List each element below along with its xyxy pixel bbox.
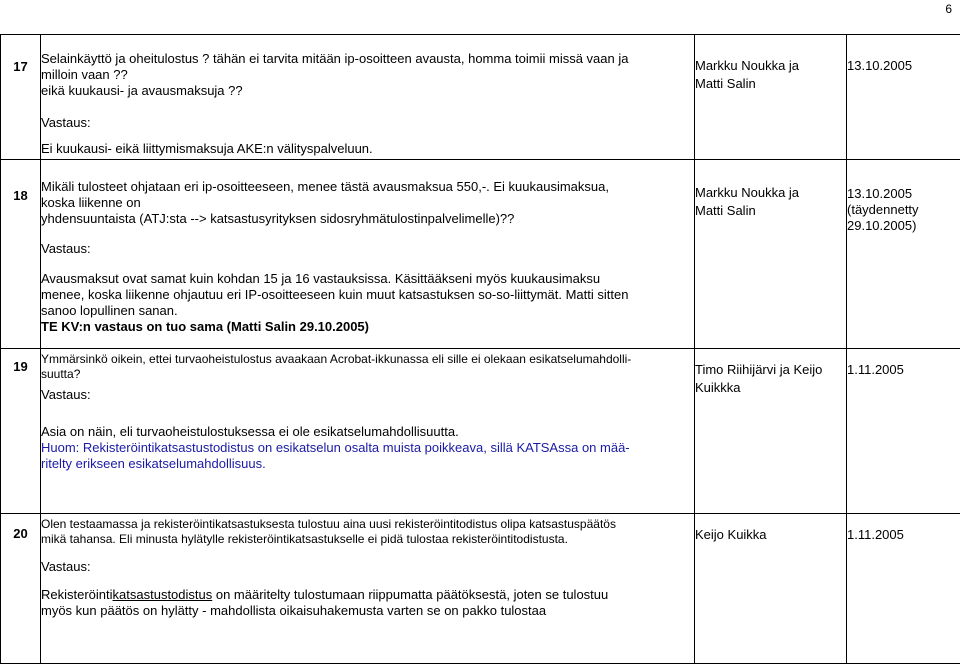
- question-line: eikä kuukausi- ja avausmaksuja ??: [41, 83, 694, 99]
- question-line: milloin vaan ??: [41, 67, 694, 83]
- table-row: [1, 35, 960, 160]
- answer-line: Asia on näin, eli turvaoheistulostuksessa ei ole esikatselumahdollisuutta.: [41, 424, 694, 440]
- answer-text: [41, 587, 694, 619]
- answer-label: Vastaus:: [41, 115, 694, 131]
- answer-line: Ei kuukausi- eikä liittymismaksuja AKE:n välityspalveluun.: [41, 141, 694, 157]
- row-number: 19: [1, 349, 41, 514]
- answer-line: Rekisteröintikatsastustodistus on määritelty tulostumaan riippumatta päätöksestä, joten se tulostuu: [41, 587, 694, 603]
- page-number: 6: [945, 2, 952, 16]
- answer-label: Vastaus:: [41, 559, 694, 574]
- row-description: [41, 160, 695, 349]
- row-description: [41, 514, 695, 664]
- answer-line: myös kun päätös on hylätty - mahdollista oikaisuhakemusta varten se on pakko tulostaa: [41, 603, 694, 619]
- question-line: mikä tahansa. Eli minusta hylätylle rekisteröintikatsastukselle ei pidä tulostaa rekisteröintitodistusta.: [41, 532, 694, 547]
- table-row: [1, 349, 960, 514]
- row-date: 1.11.2005: [847, 514, 960, 664]
- row-date: 1.11.2005: [847, 349, 960, 514]
- answer-label: Vastaus:: [41, 241, 694, 257]
- answer-line: Avausmaksut ovat samat kuin kohdan 15 ja 16 vastauksissa. Käsittääkseni myös kuukausimaksu: [41, 271, 694, 287]
- question-line: Selainkäyttö ja oheitulostus ? tähän ei tarvita mitään ip-osoitteen avausta, homma toimii missä vaan ja: [41, 51, 694, 67]
- row-author: Markku Noukka ja Matti Salin: [695, 35, 847, 160]
- row-number: 18: [1, 160, 41, 349]
- answer-note: Huom: Rekisteröintikatsastustodistus on esikatselun osalta muista poikkeava, sillä KATSAssa on mää-: [41, 440, 694, 456]
- row-description: [41, 349, 695, 514]
- answer-line: sanoo lopullinen sanan.: [41, 303, 694, 319]
- row-description: [41, 35, 695, 160]
- question-line: koska liikenne on: [41, 195, 694, 211]
- question-line: Mikäli tulosteet ohjataan eri ip-osoitteeseen, menee tästä avausmaksua 550,-. Ei kuukausimaksua,: [41, 179, 694, 195]
- row-number: 17: [1, 35, 41, 160]
- table-row: [1, 160, 960, 349]
- underlined-term: katsastustodistus: [113, 587, 213, 602]
- row-date: 13.10.2005: [847, 35, 960, 160]
- row-date: 13.10.2005 (täydennetty 29.10.2005): [847, 160, 960, 349]
- row-author: Keijo Kuikka: [695, 514, 847, 664]
- answer-text: [41, 424, 694, 472]
- answer-text: [41, 141, 694, 157]
- row-author: Markku Noukka ja Matti Salin: [695, 160, 847, 349]
- question-line: Olen testaamassa ja rekisteröintikatsastuksesta tulostuu aina uusi rekisteröintitodistus olipa katsastuspäätös: [41, 517, 694, 532]
- answer-label: Vastaus:: [41, 387, 694, 402]
- answer-note: ritelty erikseen esikatselumahdollisuus.: [41, 456, 694, 472]
- question-line: suutta?: [41, 367, 694, 382]
- answer-confirmation: TE KV:n vastaus on tuo sama (Matti Salin 29.10.2005): [41, 319, 694, 335]
- row-author: Timo Riihijärvi ja Keijo Kuikkka: [695, 349, 847, 514]
- row-number: 20: [1, 514, 41, 664]
- answer-line: menee, koska liikenne ohjautuu eri IP-osoitteeseen kuin muut katsastuksen so-so-liittymät. Matti sitten: [41, 287, 694, 303]
- question-line: Ymmärsinkö oikein, ettei turvaoheistulostus avaakaan Acrobat-ikkunassa eli sille ei olekaan esikatselumahdolli-: [41, 352, 694, 367]
- answer-text: [41, 271, 694, 335]
- question-line: yhdensuuntaista (ATJ:sta --> katsastusyrityksen sidosryhmätulostinpalvelimelle)??: [41, 211, 694, 227]
- table-row: [1, 514, 960, 664]
- issues-table: [0, 34, 960, 664]
